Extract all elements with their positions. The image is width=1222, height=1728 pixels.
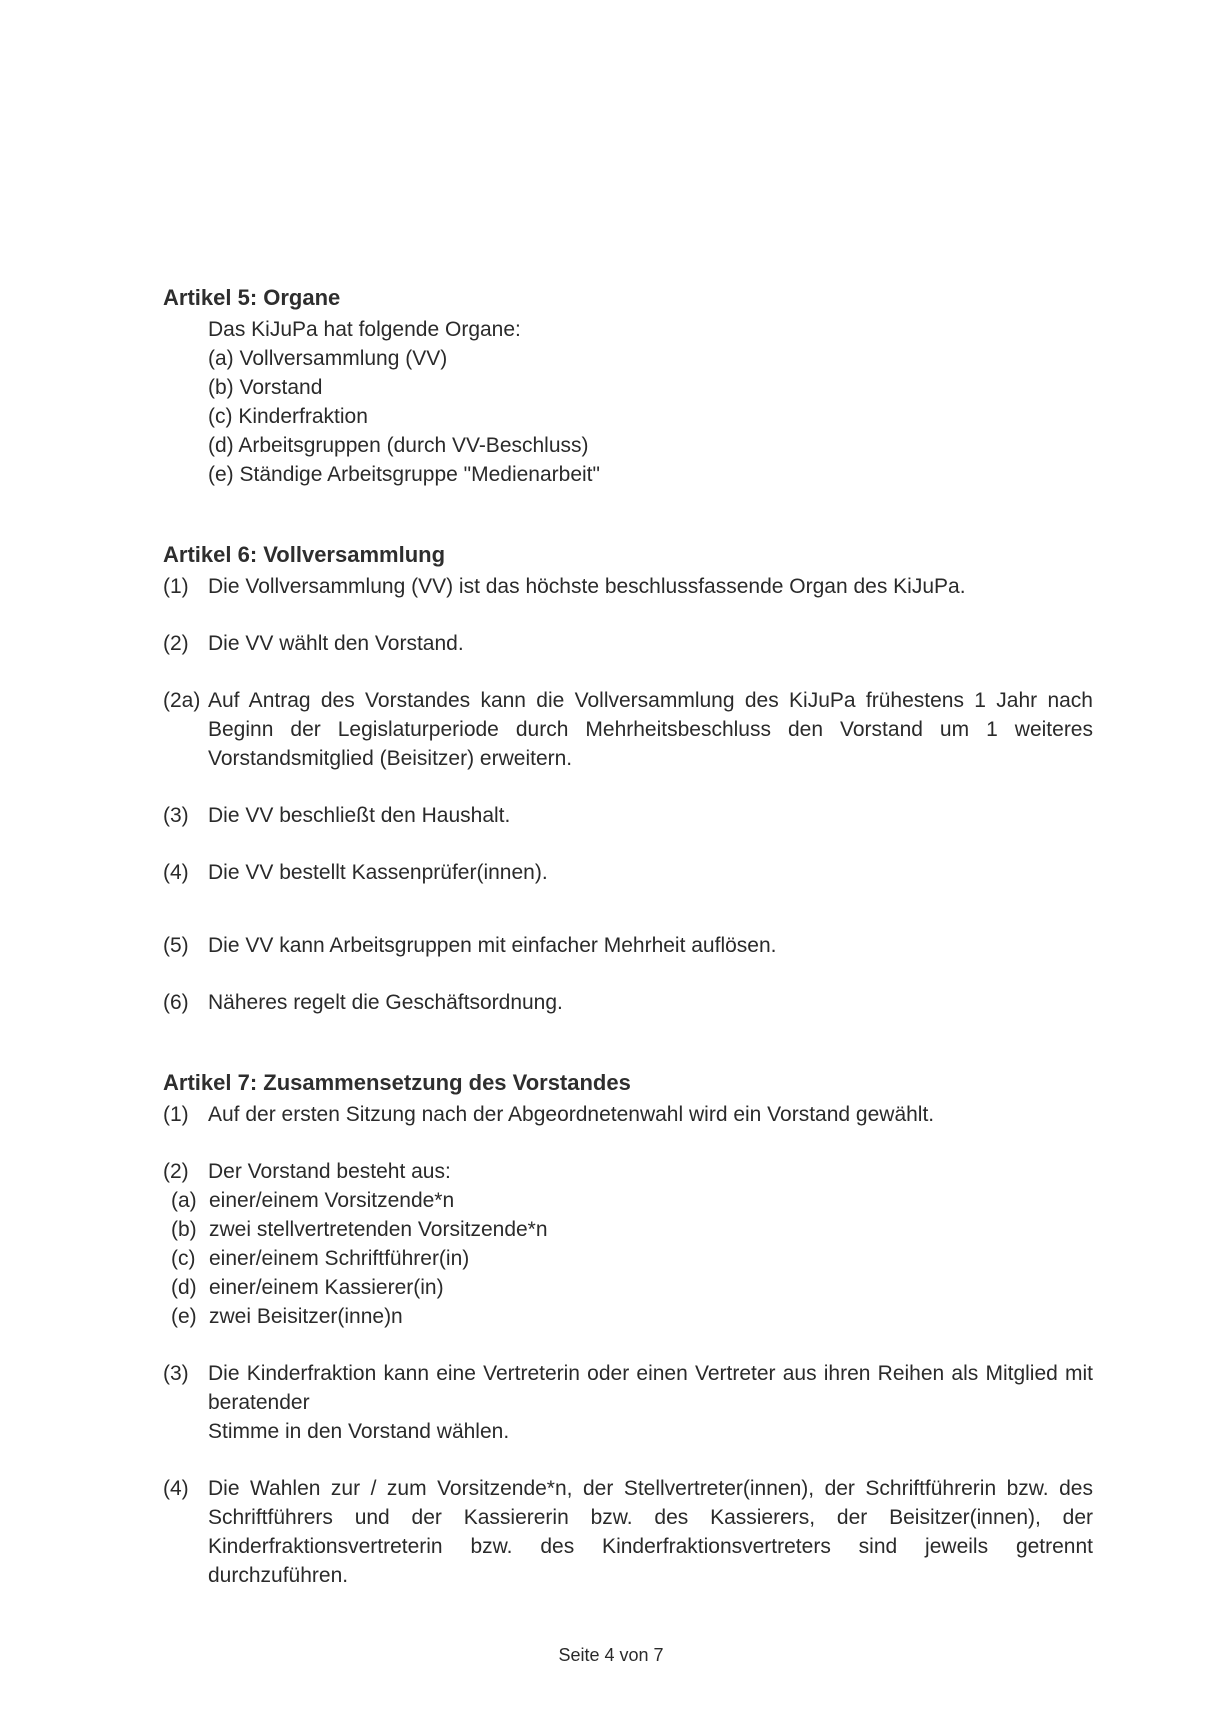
paragraph	[163, 801, 1093, 830]
paragraph	[163, 629, 1093, 658]
paragraph-text: Die Vollversammlung (VV) ist das höchste beschlussfassende Organ des KiJuPa.	[208, 575, 966, 598]
paragraph-line: Stimme in den Vorstand wählen.	[208, 1420, 510, 1443]
list-item: (c) Kinderfraktion	[208, 405, 368, 428]
paragraph-number: (2)	[163, 632, 189, 655]
paragraph-text: Der Vorstand besteht aus:	[208, 1160, 451, 1183]
article-heading: Artikel 7: Zusammensetzung des Vorstandes	[163, 1070, 631, 1095]
paragraph	[163, 988, 1093, 1017]
article-heading: Artikel 6: Vollversammlung	[163, 542, 446, 567]
board-member-list	[163, 1186, 1093, 1331]
paragraph	[163, 1359, 1093, 1446]
paragraph-number: (2)	[163, 1160, 189, 1183]
paragraph	[163, 1157, 1093, 1186]
paragraph-number: (4)	[163, 1477, 189, 1500]
article-intro: Das KiJuPa hat folgende Organe:	[208, 318, 521, 341]
paragraph-number: (1)	[163, 575, 189, 598]
paragraph-number: (2a)	[163, 689, 201, 712]
paragraph-number: (4)	[163, 861, 189, 884]
article-5	[163, 284, 1093, 489]
document-body	[163, 284, 1093, 1630]
paragraph-number: (5)	[163, 934, 189, 957]
paragraph-line: Die Kinderfraktion kann eine Vertreterin oder einen Vertreter aus ihren Reihen als Mitglied mit	[208, 1362, 1093, 1385]
paragraph-text	[208, 1359, 1093, 1446]
paragraph-text: Die VV kann Arbeitsgruppen mit einfacher Mehrheit auflösen.	[208, 934, 777, 957]
list-item-key: (c)	[171, 1247, 196, 1270]
organ-list	[163, 315, 1093, 489]
paragraph-number: (3)	[163, 804, 189, 827]
paragraph	[163, 1100, 1093, 1129]
paragraph-text: Die VV beschließt den Haushalt.	[208, 804, 511, 827]
list-item-key: (b)	[171, 1218, 197, 1241]
paragraph-text: Auf der ersten Sitzung nach der Abgeordnetenwahl wird ein Vorstand gewählt.	[208, 1103, 935, 1126]
paragraph-number: (3)	[163, 1362, 189, 1385]
paragraph-text: Die VV bestellt Kassenprüfer(innen).	[208, 861, 548, 884]
list-item-text: einer/einem Schriftführer(in)	[209, 1247, 470, 1270]
list-item-key: (d)	[171, 1276, 197, 1299]
list-item-text: zwei Beisitzer(inne)n	[209, 1305, 403, 1328]
paragraph-number: (6)	[163, 991, 189, 1014]
list-item	[171, 1302, 1093, 1331]
article-6	[163, 541, 1093, 1017]
list-item-text: einer/einem Kassierer(in)	[209, 1276, 444, 1299]
paragraph	[163, 931, 1093, 960]
paragraph	[163, 858, 1093, 887]
list-item: (d) Arbeitsgruppen (durch VV-Beschluss)	[208, 434, 589, 457]
paragraph-text: Die Wahlen zur / zum Vorsitzende*n, der Stellvertreter(innen), der Schriftführerin bzw. des Schriftführers und der Kassiererin bzw. des Kassierers, der Beisitzer(innen), der Kinderfraktionsvertreterin bzw. des Kinderfraktionsvertreters sind jeweils getrennt durchzuführen.	[208, 1477, 1093, 1587]
list-item: (b) Vorstand	[208, 376, 323, 399]
paragraph-text: Auf Antrag des Vorstandes kann die Vollversammlung des KiJuPa frühestens 1 Jahr nach Beginn der Legislaturperiode durch Mehrheitsbeschluss den Vorstand um 1 weiteres Vorstandsmitglied (Beisitzer) erweitern.	[208, 689, 1093, 770]
list-item-text: einer/einem Vorsitzende*n	[209, 1189, 455, 1212]
paragraph-text: Die VV wählt den Vorstand.	[208, 632, 464, 655]
list-item	[171, 1244, 1093, 1273]
list-item-key: (e)	[171, 1305, 197, 1328]
list-item-text: zwei stellvertretenden Vorsitzende*n	[209, 1218, 548, 1241]
paragraph	[163, 1474, 1093, 1590]
paragraph-line: beratender	[208, 1391, 310, 1414]
list-item	[171, 1273, 1093, 1302]
paragraph	[163, 686, 1093, 773]
list-item-key: (a)	[171, 1189, 197, 1212]
article-7	[163, 1069, 1093, 1590]
paragraph	[163, 572, 1093, 601]
paragraph-number: (1)	[163, 1103, 189, 1126]
list-item	[171, 1215, 1093, 1244]
list-item: (a) Vollversammlung (VV)	[208, 347, 448, 370]
paragraph-text: Näheres regelt die Geschäftsordnung.	[208, 991, 563, 1014]
list-item	[171, 1186, 1093, 1215]
page-number: Seite 4 von 7	[558, 1645, 664, 1665]
list-item: (e) Ständige Arbeitsgruppe "Medienarbeit"	[208, 463, 600, 486]
article-heading: Artikel 5: Organe	[163, 285, 341, 310]
